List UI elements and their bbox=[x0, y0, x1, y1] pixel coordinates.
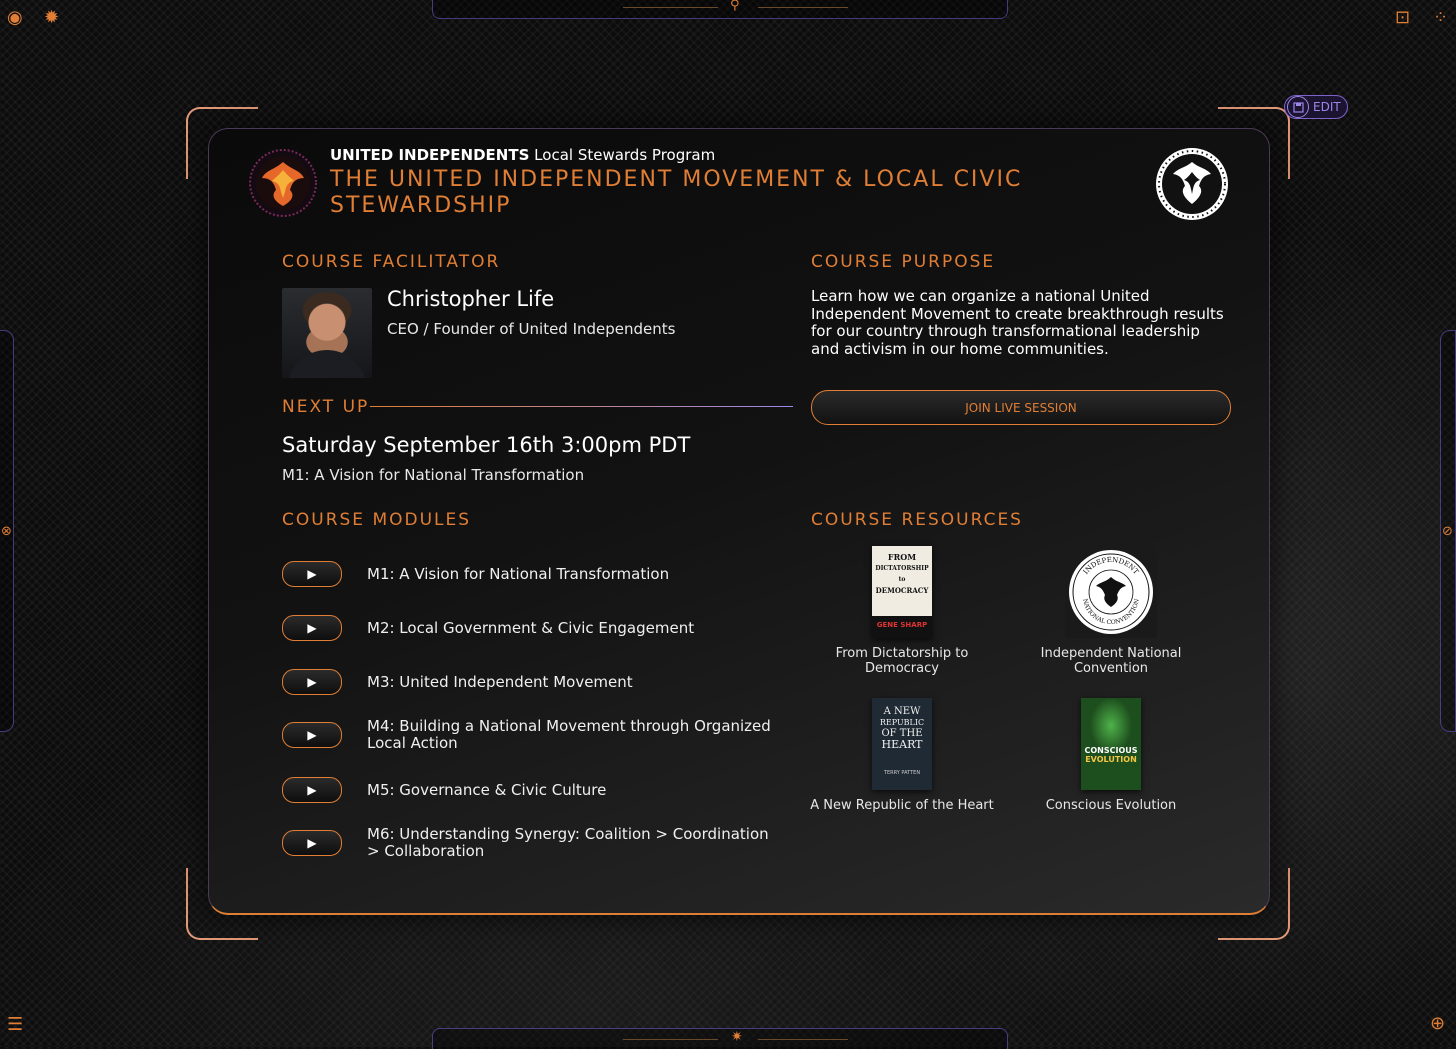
facilitator-name: Christopher Life bbox=[387, 287, 555, 311]
resource-label: From Dictatorship to Democracy bbox=[835, 646, 969, 676]
seal-text-bottom: NATIONAL CONVENTION bbox=[1081, 598, 1141, 627]
top-hud-bar bbox=[432, 0, 1008, 19]
module-item[interactable] bbox=[282, 669, 782, 695]
gear-icon[interactable]: ✹ bbox=[44, 7, 60, 28]
purpose-heading: COURSE PURPOSE bbox=[811, 252, 996, 272]
bottom-hud-bar bbox=[432, 1028, 1008, 1049]
facilitator-avatar bbox=[282, 288, 372, 378]
play-button[interactable] bbox=[282, 830, 342, 856]
resource-label: Independent National Convention bbox=[1040, 646, 1182, 676]
next-session-datetime: Saturday September 16th 3:00pm PDT bbox=[282, 433, 691, 457]
book-cover[interactable] bbox=[872, 546, 932, 638]
purpose-text: Learn how we can organize a national United Independent Movement to create breakthrough results for our country through transformational leadership and activism in our home communities. bbox=[811, 287, 1224, 358]
resource-label: Conscious Evolution bbox=[1045, 798, 1177, 813]
module-label: M6: Understanding Synergy: Coalition > Coordination > Collaboration bbox=[367, 825, 769, 860]
book-title-line: HEART bbox=[881, 738, 923, 751]
book-title-line: OF THE bbox=[881, 728, 923, 739]
phoenix-logo-icon bbox=[248, 148, 318, 218]
play-button[interactable] bbox=[282, 722, 342, 748]
module-item[interactable] bbox=[282, 615, 782, 641]
play-button[interactable] bbox=[282, 561, 342, 587]
focus-icon[interactable]: ⊡ bbox=[1395, 7, 1411, 28]
sliders-icon[interactable]: ☰ bbox=[7, 1014, 24, 1035]
book-title-line: DEMOCRACY bbox=[875, 586, 929, 595]
book-title-line: A NEW bbox=[883, 706, 921, 717]
resource-item[interactable] bbox=[802, 698, 1002, 813]
resource-item[interactable] bbox=[802, 546, 1002, 676]
facilitator-heading: COURSE FACILITATOR bbox=[282, 252, 501, 272]
play-icon: ▶ bbox=[307, 783, 317, 797]
search-icon[interactable]: ⚲ bbox=[730, 0, 740, 13]
play-icon: ▶ bbox=[307, 675, 317, 689]
module-item[interactable] bbox=[282, 777, 782, 803]
module-label: M2: Local Government & Civic Engagement bbox=[367, 618, 695, 637]
book-cover[interactable] bbox=[872, 698, 932, 790]
next-up-heading: NEXT UP bbox=[282, 397, 370, 417]
edit-button[interactable] bbox=[1284, 95, 1348, 119]
play-icon: ▶ bbox=[307, 567, 317, 581]
book-author: GENE SHARP bbox=[876, 621, 928, 629]
grid-icon[interactable]: ⁘ bbox=[1433, 7, 1449, 28]
org-name: UNITED INDEPENDENTS bbox=[330, 146, 530, 164]
module-label: M5: Governance & Civic Culture bbox=[367, 780, 607, 799]
book-title-line: REPUBLIC bbox=[879, 718, 925, 727]
modules-heading: COURSE MODULES bbox=[282, 510, 472, 530]
program-name: Local Stewards Program bbox=[534, 146, 716, 164]
user-icon[interactable]: ◉ bbox=[7, 7, 23, 28]
play-button[interactable] bbox=[282, 777, 342, 803]
book-title-line: to bbox=[898, 576, 906, 583]
program-heading bbox=[330, 146, 715, 164]
zoom-in-icon[interactable]: ⊕ bbox=[1430, 1013, 1446, 1034]
facilitator-role: CEO / Founder of United Independents bbox=[387, 320, 676, 338]
resource-label: A New Republic of the Heart bbox=[810, 798, 994, 813]
resources-heading: COURSE RESOURCES bbox=[811, 510, 1023, 530]
book-title-line: CONSCIOUS bbox=[1084, 746, 1138, 755]
play-icon: ▶ bbox=[307, 728, 317, 742]
book-author: TERRY PATTEN bbox=[883, 770, 921, 776]
right-rail-icon[interactable]: ⊘ bbox=[1442, 524, 1453, 539]
resource-item[interactable] bbox=[1011, 546, 1211, 676]
white-phoenix-seal-icon bbox=[1154, 146, 1230, 222]
module-item[interactable] bbox=[282, 826, 782, 860]
left-rail-icon[interactable]: ⊗ bbox=[1, 524, 12, 539]
book-title-line: FROM bbox=[887, 552, 917, 562]
module-item[interactable] bbox=[282, 561, 782, 587]
divider bbox=[370, 406, 793, 407]
book-title-line: EVOLUTION bbox=[1085, 755, 1137, 764]
module-item[interactable] bbox=[282, 718, 782, 752]
seal-text-top: INDEPENDENT bbox=[1081, 555, 1141, 576]
book-title-line: DICTATORSHIP bbox=[875, 565, 929, 572]
page-title: THE UNITED INDEPENDENT MOVEMENT & LOCAL CIVIC STEWARDSHIP bbox=[330, 167, 1023, 218]
next-session-module: M1: A Vision for National Transformation bbox=[282, 466, 585, 484]
play-icon: ▶ bbox=[307, 621, 317, 635]
save-icon bbox=[1287, 96, 1309, 118]
module-label: M4: Building a National Movement through Organized Local Action bbox=[367, 717, 771, 752]
play-icon: ▶ bbox=[307, 836, 317, 850]
edit-label: EDIT bbox=[1313, 100, 1341, 114]
module-label: M1: A Vision for National Transformation bbox=[367, 564, 670, 583]
sun-icon[interactable]: ✷ bbox=[731, 1029, 743, 1045]
join-live-session-button[interactable]: JOIN LIVE SESSION bbox=[811, 390, 1231, 425]
convention-seal[interactable] bbox=[1065, 546, 1157, 638]
book-cover[interactable] bbox=[1081, 698, 1141, 790]
module-label: M3: United Independent Movement bbox=[367, 672, 633, 691]
resource-item[interactable] bbox=[1011, 698, 1211, 813]
play-button[interactable] bbox=[282, 615, 342, 641]
play-button[interactable] bbox=[282, 669, 342, 695]
